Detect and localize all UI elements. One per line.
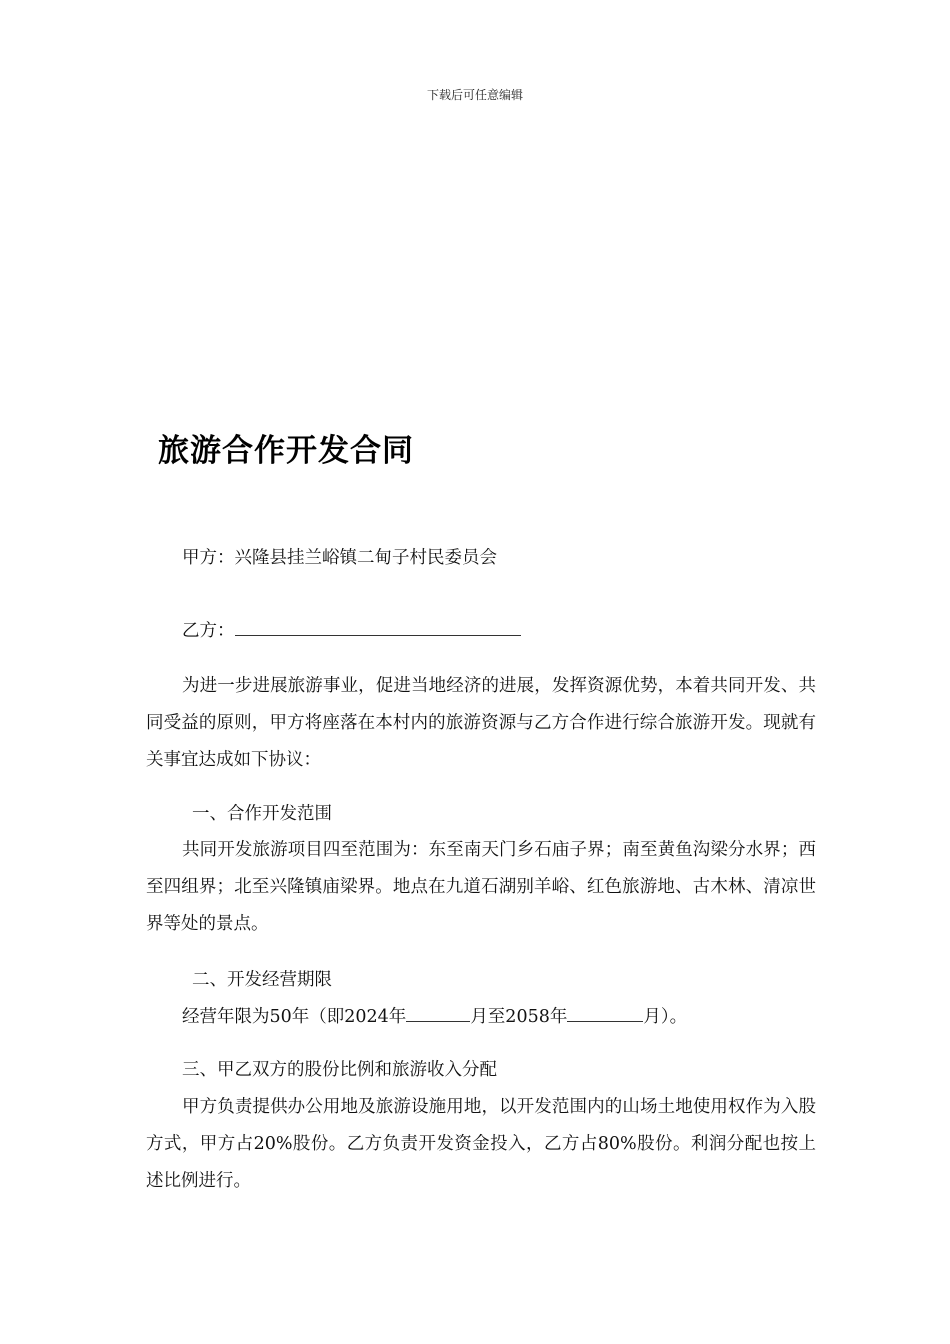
intro-paragraph: 为进一步进展旅游事业，促进当地经济的进展，发挥资源优势，本着共同开发、共同受益的原则，甲方将座落在本村内的旅游资源与乙方合作进行综合旅游开发。现就有关事宜达成如下协议： [146, 676, 816, 770]
end-month-blank [567, 999, 643, 1022]
term-text-middle: 月至2058年 [470, 1007, 568, 1027]
section-3-body: 甲方负责提供办公用地及旅游设施用地，以开发范围内的山场土地使用权作为入股方式，甲方占20%股份。乙方负责开发资金投入，乙方占80%股份。利润分配也按上述比例进行。 [146, 1097, 816, 1191]
term-text-end: 月）。 [643, 1007, 688, 1027]
header-note: 下载后可任意编辑 [426, 88, 523, 102]
party-b-blank [235, 613, 521, 636]
party-b-label: 乙方： [182, 621, 235, 641]
section-2-heading: 二、开发经营期限 [192, 970, 332, 990]
document-title: 旅游合作开发合同 [158, 433, 414, 469]
section-3-heading: 三、甲乙双方的股份比例和旅游收入分配 [182, 1060, 497, 1080]
section-2-body [182, 999, 862, 1035]
section-1-body: 共同开发旅游项目四至范围为：东至南天门乡石庙子界；南至黄鱼沟梁分水界；西至四组界；北至兴隆镇庙梁界。地点在九道石湖别羊峪、红色旅游地、古木林、清凉世界等处的景点。 [146, 840, 816, 934]
party-a: 甲方：兴隆县挂兰峪镇二甸子村民委员会 [182, 548, 497, 568]
section-1-heading: 一、合作开发范围 [192, 804, 332, 824]
party-b [182, 613, 862, 649]
term-text-start: 经营年限为50年（即2024年 [182, 1007, 407, 1027]
start-month-blank [406, 999, 470, 1022]
